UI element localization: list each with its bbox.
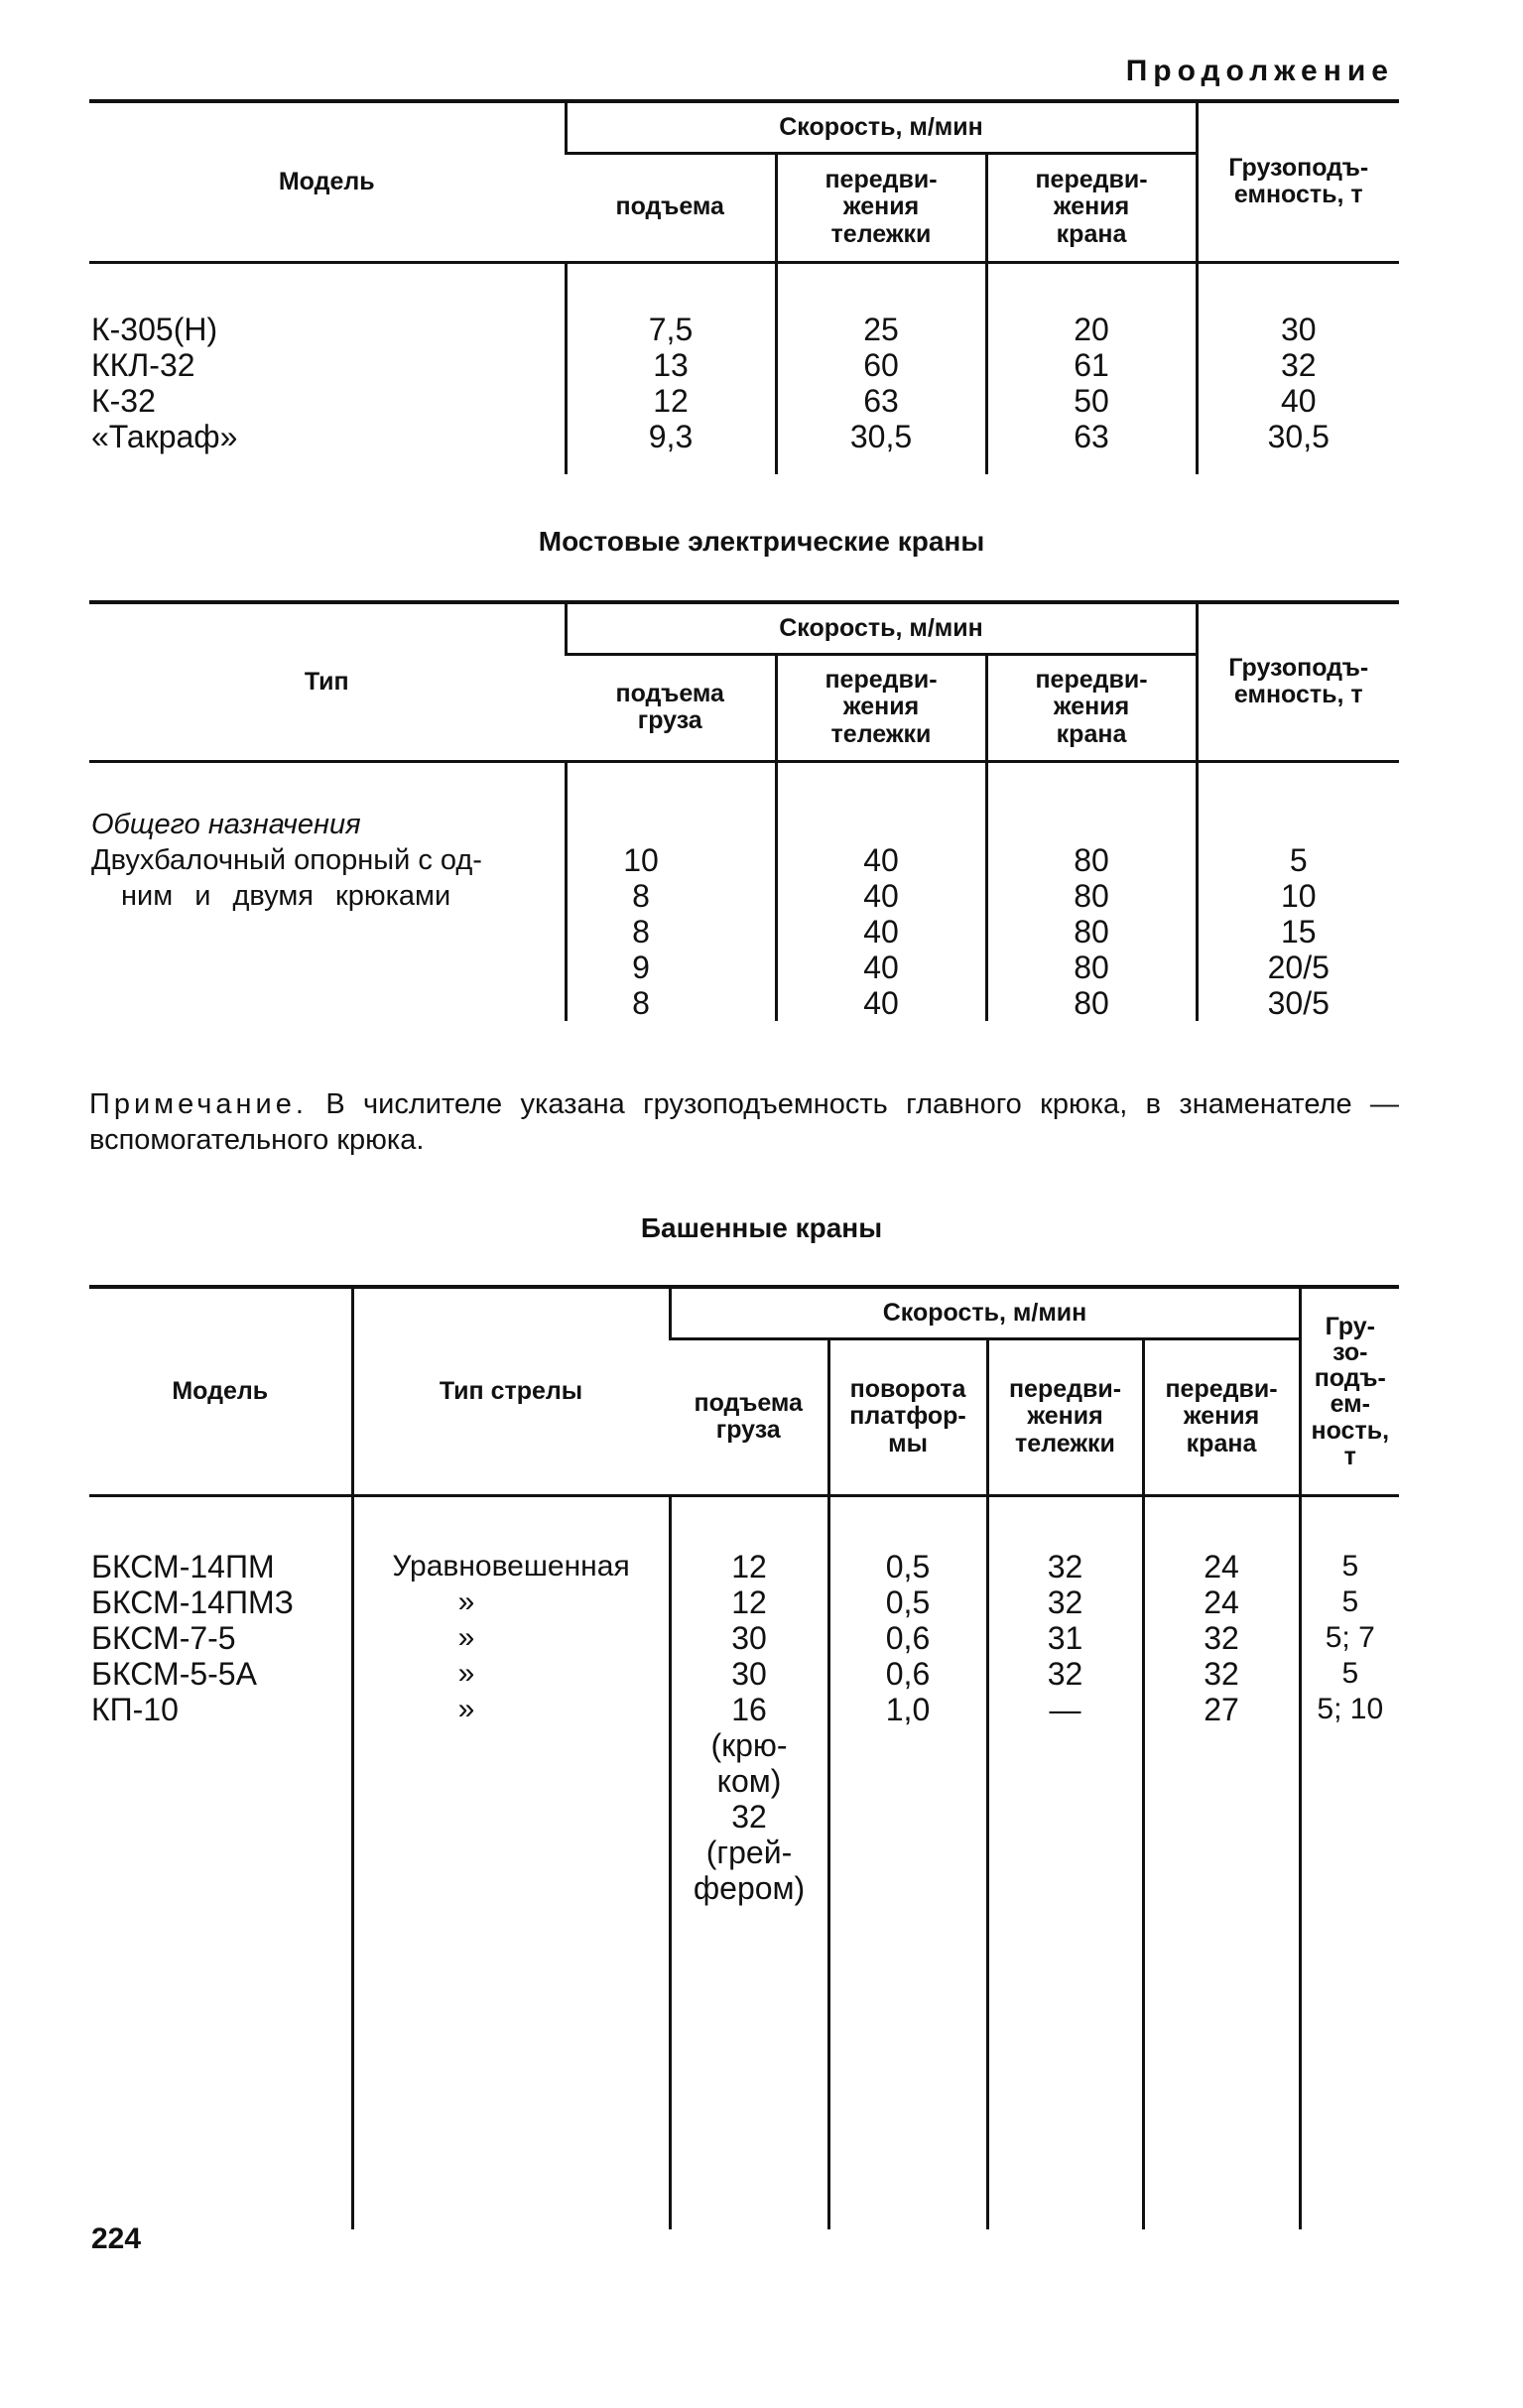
table-cell: 8 [632,913,650,950]
table-cell: 12 [653,382,689,419]
table-cell: 5 [1341,1549,1359,1583]
table-cell: 9,3 [648,418,694,454]
table-cell: 30,5 [849,418,913,454]
table-cell: 30 [1280,311,1317,347]
rotation-speed-list [828,1495,987,2229]
table-cell: (крю- [710,1726,788,1763]
table-tower-cranes [89,1285,1399,2229]
table-cell: 12 [731,1584,767,1620]
model-list [89,1495,352,2229]
table-cell: 12 [731,1548,767,1584]
col-header-speed: Скорость, м/мин [670,1287,1300,1338]
capacity-list [1197,761,1399,1021]
table-cell: 10 [1280,877,1317,914]
table-cell: 16 [731,1691,767,1727]
table-cell: 32 [1280,346,1317,383]
table-cell: 5 [1341,1584,1359,1618]
table-cell: БКСМ-14ПМ [91,1548,275,1584]
type-line: Двухбалочный опорный с од- [91,843,482,876]
table-cell: 27 [1204,1691,1239,1727]
table-cell: 30 [731,1619,767,1656]
page-number: 224 [91,2222,142,2255]
trolley-speed-list [776,262,986,474]
table-cell: ком) [716,1762,782,1799]
table-cell: 40 [1280,382,1317,419]
table-cell: 80 [1074,841,1109,878]
table-cell: фером) [693,1869,806,1906]
type-description [89,761,566,1021]
table-cell: » [457,1620,475,1654]
col-header-speed: Скорость, м/мин [566,101,1197,153]
col-header-model: Модель [89,1287,352,1495]
col-header-lift: подъема [566,153,776,262]
table-cell: 30,5 [1267,418,1330,454]
table-cell: 40 [863,877,899,914]
col-header-capacity: Грузоподъ- емность, т [1197,602,1399,761]
table-cell: 40 [863,984,899,1021]
group-label: Общего назначения [91,808,361,840]
col-header-crane: передви- жения крана [986,654,1197,761]
table-cell: 5 [1341,1656,1359,1690]
table-cell: 15 [1280,913,1317,950]
table-cell: ККЛ-32 [91,346,195,383]
table-cell: 24 [1204,1584,1239,1620]
table-cell: 7,5 [648,311,694,347]
table-cell: — [1049,1691,1081,1727]
table-cell: БКСМ-5-5А [91,1655,257,1692]
lift-speed-list [566,761,776,1021]
trolley-speed-list [776,761,986,1021]
table-cell: » [457,1584,475,1618]
table-cell: 10 [623,841,659,878]
table-cell: 31 [1047,1619,1083,1656]
table-cell: 32 [731,1798,767,1835]
col-header-trolley: передви- жения тележки [776,654,986,761]
col-header-crane: передви- жения крана [1143,1338,1300,1495]
model-list [89,262,566,474]
col-header-trolley: передви- жения тележки [776,153,986,262]
table-cell: 5; 10 [1317,1692,1384,1725]
col-header-capacity: Гру- зо- подъ- ем- ность, т [1300,1287,1399,1495]
table-cell: 32 [1204,1619,1239,1656]
col-header-model: Модель [89,101,566,262]
table-cell: К-32 [91,382,156,419]
table-cell: 8 [632,984,650,1021]
capacity-list [1300,1495,1399,2229]
table-cell: 0,6 [885,1619,931,1656]
table-cell: 32 [1047,1548,1083,1584]
table-cell: 63 [863,382,899,419]
table-cell: 80 [1074,984,1109,1021]
table-cell: К-305(Н) [91,311,218,347]
lift-speed-list [566,262,776,474]
table-cell: 32 [1047,1584,1083,1620]
col-header-lift: подъема груза [670,1338,828,1495]
capacity-list [1197,262,1399,474]
table-cell: 0,5 [885,1548,931,1584]
table-cell: 40 [863,949,899,985]
col-header-speed: Скорость, м/мин [566,602,1197,654]
table-cell: 40 [863,841,899,878]
table-cell: 30/5 [1267,984,1330,1021]
table-cell: 63 [1074,418,1109,454]
table-bridge-cranes [89,600,1399,1021]
table-cell: 9 [632,949,650,985]
table-cell: 8 [632,877,650,914]
lift-speed-list [670,1495,828,2229]
table-cell: 20 [1074,311,1109,347]
table-cell: 32 [1204,1655,1239,1692]
table-cell: 5 [1289,841,1308,878]
table-cell: 80 [1074,877,1109,914]
table-cell: 80 [1074,913,1109,950]
table-cell: 80 [1074,949,1109,985]
footnote-text: В числителе указана грузоподъемность главного крюка, в знаменателе — вспомогательного крюка. [89,1088,1399,1156]
crane-speed-list [1143,1495,1300,2229]
table-gantry-cranes [89,99,1399,474]
col-header-capacity: Грузоподъ- емность, т [1197,101,1399,262]
table-cell: 50 [1074,382,1109,419]
section-title-tower-cranes: Башенные краны [640,1212,883,1243]
col-header-trolley: передви- жения тележки [987,1338,1143,1495]
footnote [89,1086,1399,1158]
trolley-speed-list [987,1495,1143,2229]
table-cell: 5; 7 [1325,1620,1375,1654]
col-header-lift: подъема груза [566,654,776,761]
table-cell: 25 [863,311,899,347]
table-cell: » [457,1656,475,1690]
col-header-crane: передви- жения крана [986,153,1197,262]
continuation-label: Продолжение [1125,55,1394,87]
table-cell: 32 [1047,1655,1083,1692]
table-cell: 1,0 [885,1691,931,1727]
table-cell: «Такраф» [91,418,238,454]
footnote-label: Примечание. [89,1088,308,1120]
table-cell: 13 [653,346,689,383]
boom-type-list [352,1495,670,2229]
table-cell: КП-10 [91,1691,179,1727]
table-cell: 30 [731,1655,767,1692]
table-cell: 60 [863,346,899,383]
table-cell: 0,5 [885,1584,931,1620]
table-cell: 61 [1074,346,1109,383]
table-cell: БКСМ-14ПМЗ [91,1584,294,1620]
table-cell: (грей- [705,1834,793,1870]
table-cell: 20/5 [1267,949,1330,985]
type-line: ним и двумя крюками [121,879,451,912]
table-cell: 24 [1204,1548,1239,1584]
col-header-rotation: поворота платфор- мы [828,1338,987,1495]
table-cell: БКСМ-7-5 [91,1619,236,1656]
col-header-type: Тип [89,602,566,761]
crane-speed-list [986,262,1197,474]
table-cell: » [457,1692,475,1725]
table-cell: 40 [863,913,899,950]
col-header-boom-type: Тип стрелы [352,1287,670,1495]
table-cell: 0,6 [885,1655,931,1692]
crane-speed-list [986,761,1197,1021]
table-cell: Уравновешенная [392,1549,630,1583]
section-title-bridge-cranes: Мостовые электрические краны [538,526,985,557]
